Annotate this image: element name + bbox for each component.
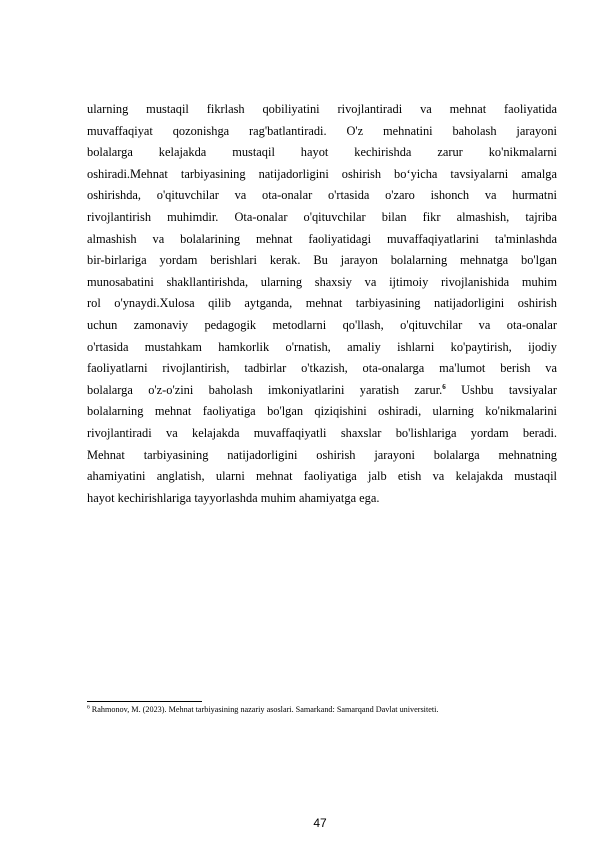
text-line: uchun zamonaviy pedagogik metodlarni qo'llash, o'qituvchilar va ota-onalar (87, 317, 557, 332)
text-line-with-footnote (87, 380, 557, 402)
text-line: ahamiyatini anglatish, ularni mehnat faoliyatiga jalb etish va kelajakda mustaqil (87, 469, 557, 484)
footnote (87, 704, 557, 715)
text-line: rivojlantiradi va kelajakda muvaffaqiyatli shaxslar bo'lishlariga yordam beradi. (87, 425, 557, 440)
text-line: Mehnat tarbiyasining natijadorligini oshirish jarayoni bolalarga mehnatning (87, 447, 557, 462)
text-line: muvaffaqiyat qozonishga rag'batlantiradi. O'z mehnatini baholash jarayoni (87, 123, 557, 138)
body-text (87, 99, 557, 509)
footnote-reference[interactable]: 6 (442, 382, 446, 391)
text-line: almashish va bolalarining mehnat faoliyatidagi muvaffaqiyatlarini ta'minlashda (87, 231, 557, 246)
text-line: ularning mustaqil fikrlash qobiliyatini rivojlantiradi va mehnat faoliyatida (87, 102, 557, 116)
text-line: bolalarning mehnat faoliyatiga bo'lgan qiziqishini oshiradi, ularning ko'nikmalarini (87, 404, 557, 419)
text-line: hayot kechirishlariga tayyorlashda muhim ahamiyatga ega. (87, 490, 380, 505)
text-line: munosabatini shakllantirishda, ularning shaxsiy va ijtimoiy rivojlanishida muhim (87, 274, 557, 289)
text-line: oshirishda, o'qituvchilar va ota-onalar o'rtasida o'zaro ishonch va hurmatni (87, 188, 557, 203)
text-line: faoliyatlarni rivojlantirish, tadbirlar o'tkazish, ota-onalarga ma'lumot berish va (87, 361, 557, 376)
text-fragment: Ushbu tavsiyalar (445, 382, 557, 397)
text-line: rol o'ynaydi.Xulosa qilib aytganda, mehnat tarbiyasining natijadorligini oshirish (87, 296, 557, 311)
text-line: rivojlantirish muhimdir. Ota-onalar o'qituvchilar bilan fikr almashish, tajriba (87, 209, 557, 224)
text-line: bolalarga kelajakda mustaqil hayot kechirishda zarur ko'nikmalarni (87, 145, 557, 160)
footnote-divider (87, 701, 202, 702)
footnote-text: Rahmonov, M. (2023). Mehnat tarbiyasining nazariy asoslari. Samarkand: Samarqand Davlat universiteti. (89, 705, 439, 714)
text-line: o'rtasida mustahkam hamkorlik o'rnatish, amaliy ishlarni ko'paytirish, ijodiy (87, 339, 557, 354)
footnote-number: 6 (87, 704, 90, 711)
page-number: 47 (313, 816, 327, 830)
text-line: oshiradi.Mehnat tarbiyasining natijadorligini oshirish bo‘yicha tavsiyalarni amalga (87, 166, 557, 181)
text-fragment: bolalarga o'z-o'zini baholash imkoniyatlarini yaratish zarur. (87, 382, 443, 397)
text-line: bir-birlariga yordam berishlari kerak. Bu jarayon bolalarning mehnatga bo'lgan (87, 253, 557, 268)
